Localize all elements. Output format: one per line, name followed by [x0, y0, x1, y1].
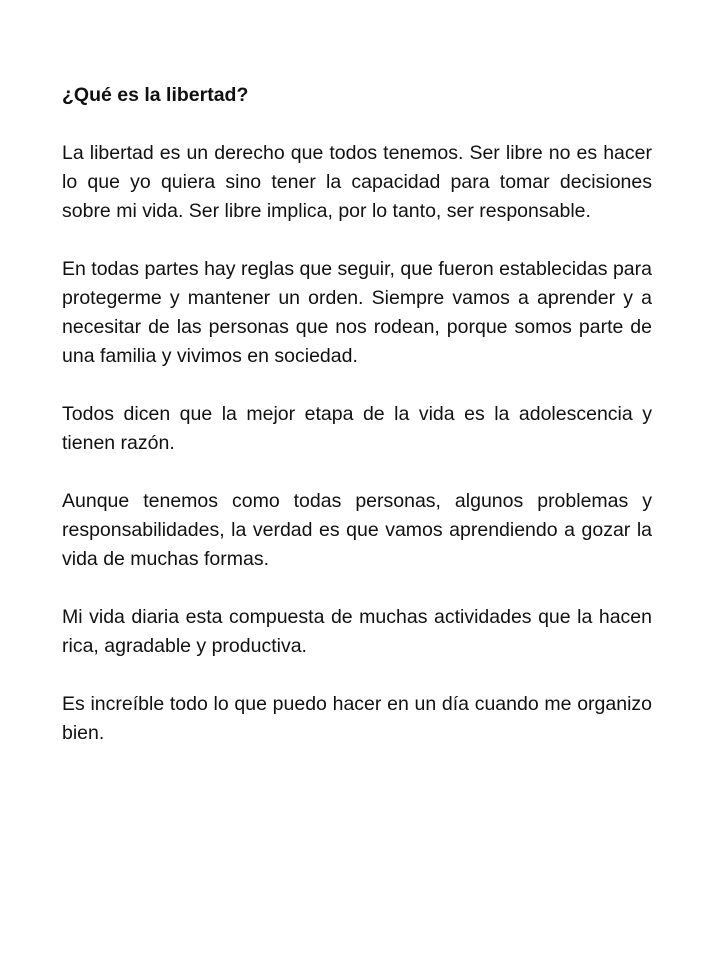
- paragraph-5: Mi vida diaria esta compuesta de muchas actividades que la hacen rica, agradable y productiva.: [62, 606, 652, 657]
- paragraph-6: Es increíble todo lo que puedo hacer en un día cuando me organizo bien.: [62, 693, 652, 744]
- paragraph-4: Aunque tenemos como todas personas, algunos problemas y responsabilidades, la verdad es que vamos aprendiendo a gozar la vida de muchas formas.: [62, 490, 652, 570]
- paragraph-2: En todas partes hay reglas que seguir, que fueron establecidas para protegerme y mantener un orden. Siempre vamos a aprender y a necesitar de las personas que nos rodean, porque somos parte de una familia y vivimos en sociedad.: [62, 258, 652, 367]
- document-body: [62, 81, 652, 748]
- paragraph-3: Todos dicen que la mejor etapa de la vida es la adolescencia y tienen razón.: [62, 403, 652, 454]
- paragraph-1: La libertad es un derecho que todos tenemos. Ser libre no es hacer lo que yo quiera sino tener la capacidad para tomar decisiones sobre mi vida. Ser libre implica, por lo tanto, ser responsable.: [62, 142, 652, 222]
- document-title: ¿Qué es la libertad?: [62, 84, 249, 106]
